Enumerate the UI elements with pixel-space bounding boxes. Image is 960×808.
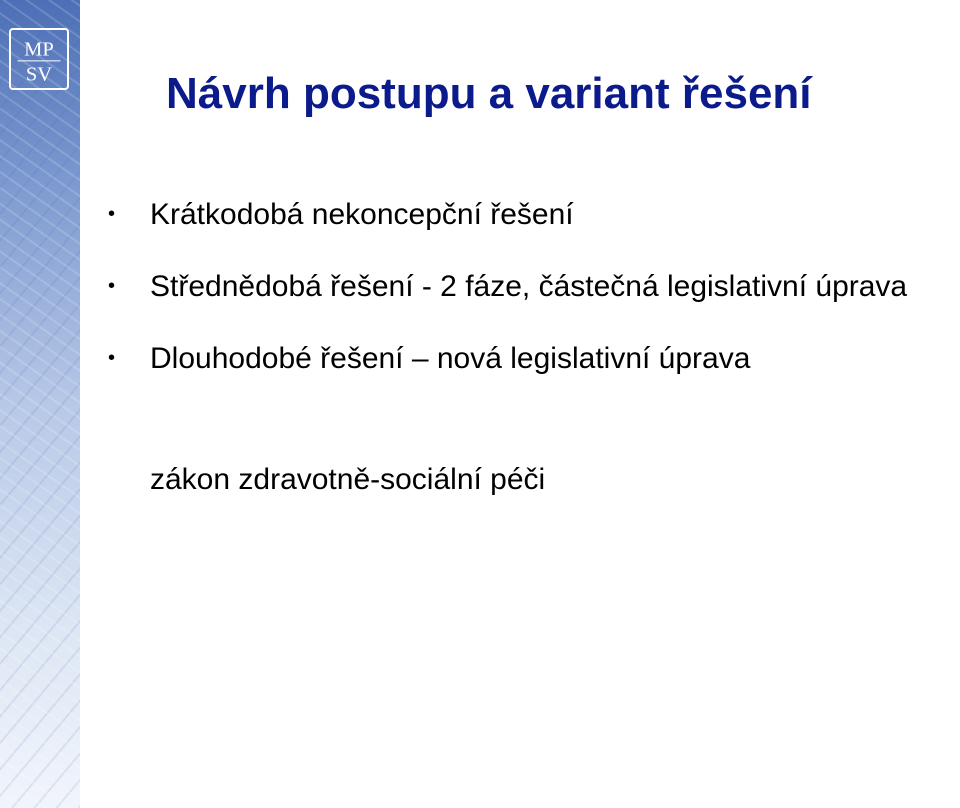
bullet-dot-icon: • bbox=[108, 347, 116, 369]
mpsv-logo bbox=[9, 28, 69, 90]
svg-text:MP: MP bbox=[24, 38, 54, 61]
bullet-dot-icon: • bbox=[108, 275, 116, 297]
bullet-item bbox=[106, 195, 946, 235]
bullet-text: Střednědobá řešení - 2 fáze, částečná legislativní úprava bbox=[150, 270, 908, 303]
bullet-item bbox=[106, 339, 946, 379]
bullet-list bbox=[106, 195, 946, 379]
mpsv-logo-mark bbox=[11, 30, 67, 88]
slide-title: Návrh postupu a variant řešení bbox=[166, 69, 812, 118]
bullet-text: Dlouhodobé řešení – nová legislativní úprava bbox=[150, 342, 751, 375]
sub-line-text: zákon zdravotně-sociální péči bbox=[150, 463, 546, 496]
bullet-text: Krátkodobá nekoncepční řešení bbox=[150, 198, 574, 231]
bullet-item bbox=[106, 267, 946, 307]
bullet-dot-icon: • bbox=[108, 203, 116, 225]
svg-text:SV: SV bbox=[25, 63, 53, 86]
decorative-side-band bbox=[0, 0, 80, 808]
